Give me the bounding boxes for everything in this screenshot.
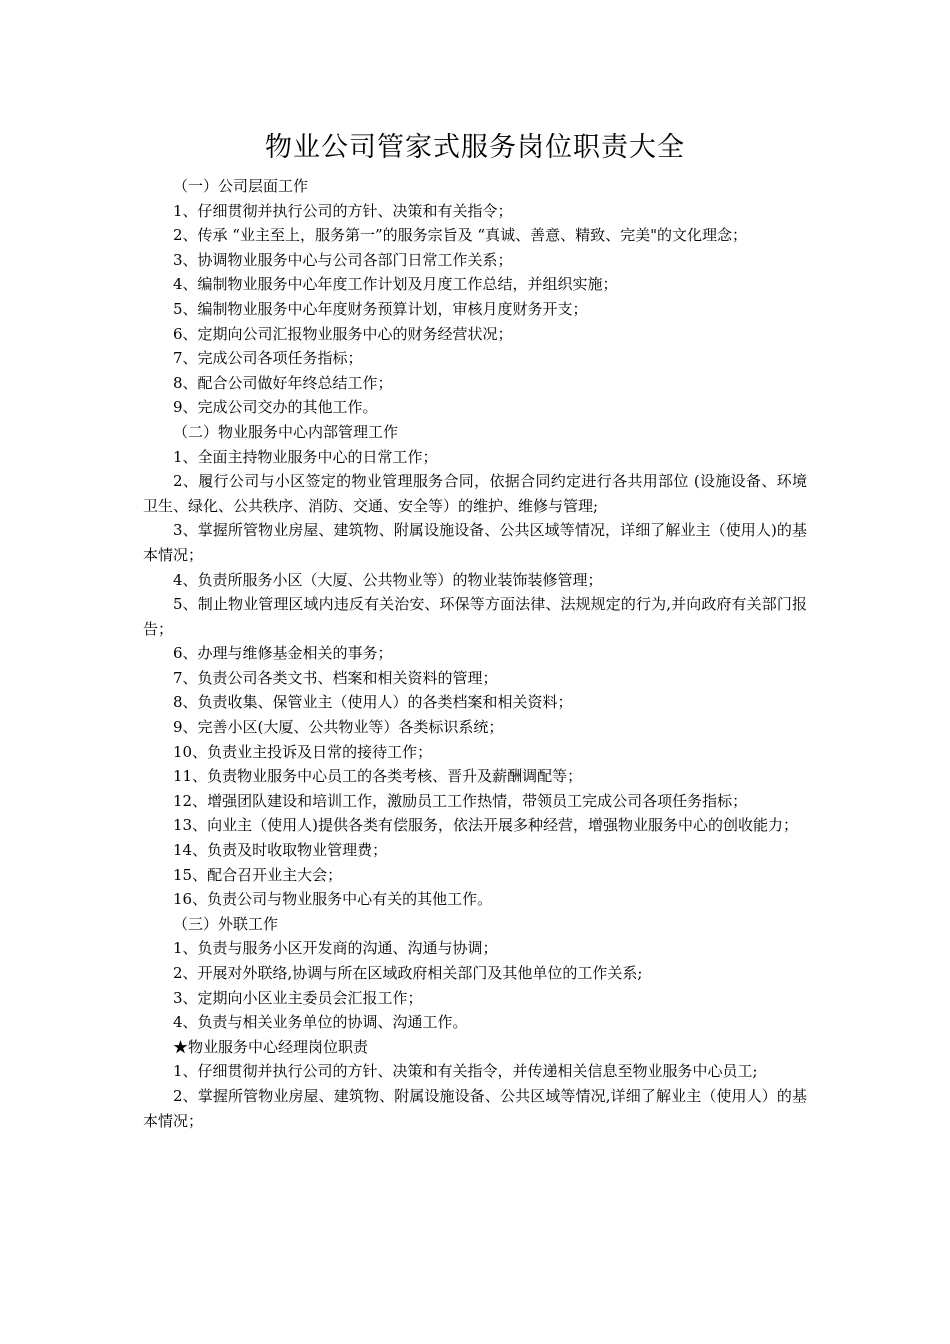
paragraph: 2、掌握所管物业房屋、建筑物、附属设施设备、公共区域等情况,详细了解业主（使用人）的基本情况； [143,1086,807,1130]
document-title: 物业公司管家式服务岗位职责大全 [265,132,685,163]
paragraph: 16、负责公司与物业服务中心有关的其他工作。 [173,890,493,909]
paragraph: 8、负责收集、保管业主（使用人）的各类档案和相关资料； [173,693,573,712]
paragraph: 1、仔细贯彻并执行公司的方针、决策和有关指令，并传递相关信息至物业服务中心员工; [173,1062,758,1081]
paragraph: （二）物业服务中心内部管理工作 [173,422,399,441]
paragraph: （三）外联工作 [173,914,279,933]
document-body [143,174,807,1133]
paragraph: 6、办理与维修基金相关的事务； [173,644,393,663]
paragraph: 1、负责与服务小区开发商的沟通、沟通与协调； [173,939,498,958]
paragraph: 10、负责业主投诉及日常的接待工作； [173,742,433,761]
paragraph: 13、向业主（使用人)提供各类有偿服务，依法开展多种经营，增强物业服务中心的创收能力； [173,816,798,835]
paragraph: 1、仔细贯彻并执行公司的方针、决策和有关指令； [173,201,513,220]
paragraph: 3、定期向小区业主委员会汇报工作； [173,988,423,1007]
paragraph: 5、制止物业管理区域内违反有关治安、环保等方面法律、法规规定的行为,并向政府有关部门报告； [143,595,807,638]
paragraph: 4、编制物业服务中心年度工作计划及月度工作总结，并组织实施； [173,275,618,294]
paragraph: 9、完善小区(大厦、公共物业等）各类标识系统； [173,718,504,737]
paragraph: 4、负责与相关业务单位的协调、沟通工作。 [173,1013,468,1032]
paragraph: 8、配合公司做好年终总结工作； [173,373,393,392]
paragraph: 2、履行公司与小区签定的物业管理服务合同，依据合同约定进行各共用部位 (设施设备、环境卫生、绿化、公共秩序、消防、交通、安全等）的维护、维修与管理; [143,472,807,515]
paragraph: 2、开展对外联络,协调与所在区域政府相关部门及其他单位的工作关系; [173,964,643,982]
paragraph: 9、完成公司交办的其他工作。 [173,398,378,417]
paragraph: 11、负责物业服务中心员工的各类考核、晋升及薪酬调配等； [173,767,583,786]
paragraph: 14、负责及时收取物业管理费； [173,841,388,860]
paragraph: 5、编制物业服务中心年度财务预算计划，审核月度财务开支； [173,299,588,318]
paragraph: 3、协调物业服务中心与公司各部门日常工作关系； [173,250,513,269]
paragraph: 7、负责公司各类文书、档案和相关资料的管理； [173,668,498,687]
paragraph: 7、完成公司各项任务指标； [173,349,363,368]
paragraph: （一）公司层面工作 [173,177,309,195]
paragraph: 3、掌握所管物业房屋、建筑物、附属设施设备、公共区域等情况，详细了解业主（使用人)的基本情况； [143,521,807,564]
document-page [143,128,807,1133]
paragraph: ★物业服务中心经理岗位职责 [173,1037,369,1056]
paragraph: 4、负责所服务小区（大厦、公共物业等）的物业装饰装修管理； [173,570,603,589]
paragraph: 2、传承 “业主至上，服务第一”的服务宗旨及 “真诚、善意、精致、完美"的文化理念； [173,226,747,245]
paragraph: 6、定期向公司汇报物业服务中心的财务经营状况； [173,324,513,343]
paragraph: 12、增强团队建设和培训工作，激励员工工作热情，带领员工完成公司各项任务指标； [173,791,748,810]
paragraph: 1、全面主持物业服务中心的日常工作； [173,447,438,466]
paragraph: 15、配合召开业主大会； [173,865,343,884]
